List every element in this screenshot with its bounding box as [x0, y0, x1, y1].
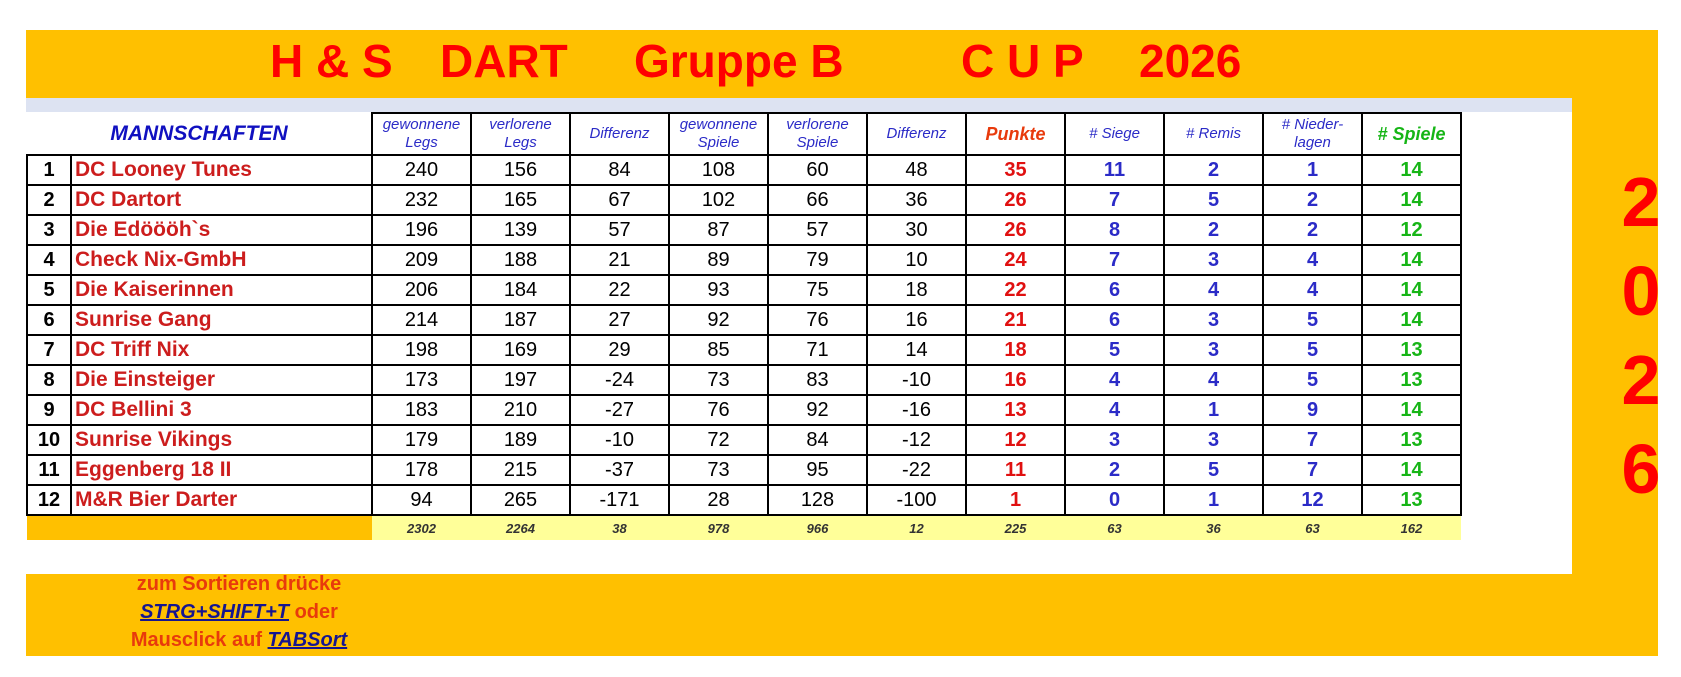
lost-games-cell: 92 [768, 395, 867, 425]
won-games-cell: 89 [669, 245, 768, 275]
rank-cell: 11 [27, 455, 71, 485]
title-part-hs: H & S [270, 35, 393, 87]
draws-cell: 2 [1164, 215, 1263, 245]
losses-cell: 2 [1263, 215, 1362, 245]
team-cell: Check Nix-GmbH [71, 245, 372, 275]
points-cell: 26 [966, 215, 1065, 245]
lost-games-cell: 128 [768, 485, 867, 515]
lost-games-cell: 79 [768, 245, 867, 275]
header-teams: MANNSCHAFTEN [110, 121, 288, 145]
wins-cell: 6 [1065, 275, 1164, 305]
total-points: 225 [966, 515, 1065, 540]
page-title [26, 30, 1658, 98]
shortcut-link[interactable]: STRG+SHIFT+T [140, 601, 289, 623]
wins-cell: 3 [1065, 425, 1164, 455]
games-cell: 14 [1362, 395, 1461, 425]
diff-legs-cell: 21 [570, 245, 669, 275]
diff-legs-cell: 57 [570, 215, 669, 245]
year-digit: 2 [1621, 341, 1661, 419]
won-games-cell: 28 [669, 485, 768, 515]
won-legs-cell: 232 [372, 185, 471, 215]
draws-cell: 3 [1164, 425, 1263, 455]
wins-cell: 4 [1065, 395, 1164, 425]
rank-cell: 4 [27, 245, 71, 275]
table-row [27, 245, 1461, 275]
points-cell: 26 [966, 185, 1065, 215]
games-cell: 14 [1362, 185, 1461, 215]
draws-cell: 4 [1164, 275, 1263, 305]
lost-games-cell: 75 [768, 275, 867, 305]
total-draws: 36 [1164, 515, 1263, 540]
table-row [27, 365, 1461, 395]
rank-cell: 8 [27, 365, 71, 395]
diff-legs-cell: -171 [570, 485, 669, 515]
games-cell: 14 [1362, 305, 1461, 335]
year-digit: 2 [1621, 163, 1661, 241]
losses-cell: 1 [1263, 155, 1362, 185]
points-cell: 24 [966, 245, 1065, 275]
diff-games-cell: -22 [867, 455, 966, 485]
lost-games-cell: 66 [768, 185, 867, 215]
totals-row [27, 515, 1461, 540]
wins-cell: 6 [1065, 305, 1164, 335]
losses-cell: 5 [1263, 305, 1362, 335]
won-games-cell: 87 [669, 215, 768, 245]
diff-games-cell: 16 [867, 305, 966, 335]
draws-cell: 3 [1164, 335, 1263, 365]
won-legs-cell: 240 [372, 155, 471, 185]
won-legs-cell: 179 [372, 425, 471, 455]
lost-games-cell: 60 [768, 155, 867, 185]
lost-legs-cell: 210 [471, 395, 570, 425]
diff-games-cell: -12 [867, 425, 966, 455]
won-games-cell: 85 [669, 335, 768, 365]
diff-games-cell: -100 [867, 485, 966, 515]
rank-cell: 2 [27, 185, 71, 215]
header-won-legs: gewonnene Legs [372, 113, 471, 155]
wins-cell: 8 [1065, 215, 1164, 245]
games-cell: 14 [1362, 155, 1461, 185]
table-row [27, 485, 1461, 515]
table-row [27, 215, 1461, 245]
title-part-gruppe: Gruppe B [634, 35, 844, 87]
header-lost-games: verlorene Spiele [768, 113, 867, 155]
header-lost-legs: verlorene Legs [471, 113, 570, 155]
won-legs-cell: 183 [372, 395, 471, 425]
losses-cell: 5 [1263, 365, 1362, 395]
points-cell: 18 [966, 335, 1065, 365]
wins-cell: 7 [1065, 185, 1164, 215]
losses-cell: 2 [1263, 185, 1362, 215]
wins-cell: 11 [1065, 155, 1164, 185]
team-cell: DC Bellini 3 [71, 395, 372, 425]
games-cell: 13 [1362, 335, 1461, 365]
diff-legs-cell: -27 [570, 395, 669, 425]
losses-cell: 9 [1263, 395, 1362, 425]
diff-games-cell: 18 [867, 275, 966, 305]
or-text: oder [294, 601, 338, 623]
table-row [27, 275, 1461, 305]
standings-table [26, 112, 1462, 540]
table-row [27, 425, 1461, 455]
points-cell: 22 [966, 275, 1065, 305]
diff-games-cell: 36 [867, 185, 966, 215]
total-games: 162 [1362, 515, 1461, 540]
title-part-cup: C U P [961, 35, 1084, 87]
rank-cell: 3 [27, 215, 71, 245]
games-cell: 13 [1362, 425, 1461, 455]
year-vertical [1616, 158, 1666, 514]
header-games: # Spiele [1362, 113, 1461, 155]
won-games-cell: 102 [669, 185, 768, 215]
diff-legs-cell: 29 [570, 335, 669, 365]
draws-cell: 5 [1164, 455, 1263, 485]
table-row [27, 395, 1461, 425]
losses-cell: 7 [1263, 425, 1362, 455]
total-wins: 63 [1065, 515, 1164, 540]
games-cell: 13 [1362, 485, 1461, 515]
wins-cell: 2 [1065, 455, 1164, 485]
losses-cell: 12 [1263, 485, 1362, 515]
won-legs-cell: 198 [372, 335, 471, 365]
lost-legs-cell: 139 [471, 215, 570, 245]
lost-games-cell: 57 [768, 215, 867, 245]
lost-legs-cell: 189 [471, 425, 570, 455]
wins-cell: 0 [1065, 485, 1164, 515]
games-cell: 13 [1362, 365, 1461, 395]
won-legs-cell: 94 [372, 485, 471, 515]
won-games-cell: 93 [669, 275, 768, 305]
diff-legs-cell: 67 [570, 185, 669, 215]
diff-games-cell: -16 [867, 395, 966, 425]
rank-cell: 9 [27, 395, 71, 425]
losses-cell: 4 [1263, 245, 1362, 275]
table-row [27, 305, 1461, 335]
team-cell: DC Dartort [71, 185, 372, 215]
lost-legs-cell: 215 [471, 455, 570, 485]
header-losses: # Nieder- lagen [1263, 113, 1362, 155]
points-cell: 11 [966, 455, 1065, 485]
header-row [27, 113, 1461, 155]
team-cell: M&R Bier Darter [71, 485, 372, 515]
diff-games-cell: 10 [867, 245, 966, 275]
wins-cell: 5 [1065, 335, 1164, 365]
team-cell: Die Edöööh`s [71, 215, 372, 245]
rank-cell: 1 [27, 155, 71, 185]
diff-legs-cell: 84 [570, 155, 669, 185]
games-cell: 14 [1362, 245, 1461, 275]
won-games-cell: 73 [669, 455, 768, 485]
page-frame [26, 30, 1661, 656]
draws-cell: 2 [1164, 155, 1263, 185]
diff-legs-cell: 27 [570, 305, 669, 335]
team-cell: Sunrise Gang [71, 305, 372, 335]
total-lost-games: 966 [768, 515, 867, 540]
team-cell: Die Einsteiger [71, 365, 372, 395]
won-games-cell: 72 [669, 425, 768, 455]
rank-cell: 10 [27, 425, 71, 455]
year-digit: 6 [1621, 430, 1661, 508]
tabsort-link[interactable]: TABSort [267, 629, 348, 651]
lost-games-cell: 84 [768, 425, 867, 455]
total-diff-legs: 38 [570, 515, 669, 540]
table-row [27, 155, 1461, 185]
points-cell: 13 [966, 395, 1065, 425]
won-games-cell: 108 [669, 155, 768, 185]
diff-games-cell: 30 [867, 215, 966, 245]
diff-legs-cell: -24 [570, 365, 669, 395]
diff-games-cell: -10 [867, 365, 966, 395]
draws-cell: 3 [1164, 245, 1263, 275]
diff-legs-cell: -10 [570, 425, 669, 455]
won-legs-cell: 206 [372, 275, 471, 305]
diff-games-cell: 48 [867, 155, 966, 185]
year-digit: 0 [1621, 252, 1661, 330]
lost-games-cell: 71 [768, 335, 867, 365]
points-cell: 21 [966, 305, 1065, 335]
points-cell: 16 [966, 365, 1065, 395]
won-legs-cell: 209 [372, 245, 471, 275]
draws-cell: 1 [1164, 485, 1263, 515]
draws-cell: 5 [1164, 185, 1263, 215]
losses-cell: 4 [1263, 275, 1362, 305]
total-won-games: 978 [669, 515, 768, 540]
rank-cell: 6 [27, 305, 71, 335]
games-cell: 14 [1362, 455, 1461, 485]
lost-legs-cell: 156 [471, 155, 570, 185]
lost-games-cell: 83 [768, 365, 867, 395]
team-cell: DC Triff Nix [71, 335, 372, 365]
lost-legs-cell: 165 [471, 185, 570, 215]
won-legs-cell: 214 [372, 305, 471, 335]
points-cell: 1 [966, 485, 1065, 515]
table-area [26, 98, 1572, 574]
losses-cell: 7 [1263, 455, 1362, 485]
header-won-games: gewonnene Spiele [669, 113, 768, 155]
diff-legs-cell: -37 [570, 455, 669, 485]
total-losses: 63 [1263, 515, 1362, 540]
won-games-cell: 73 [669, 365, 768, 395]
wins-cell: 4 [1065, 365, 1164, 395]
games-cell: 14 [1362, 275, 1461, 305]
totals-blank [27, 515, 372, 540]
lost-legs-cell: 265 [471, 485, 570, 515]
table-row [27, 185, 1461, 215]
sort-hint-line3 [104, 629, 374, 652]
rank-cell: 7 [27, 335, 71, 365]
points-cell: 12 [966, 425, 1065, 455]
mouseclick-text: Mausclick auf [130, 629, 262, 651]
table-row [27, 335, 1461, 365]
rank-cell: 12 [27, 485, 71, 515]
header-diff-legs: Differenz [570, 113, 669, 155]
won-legs-cell: 173 [372, 365, 471, 395]
won-legs-cell: 196 [372, 215, 471, 245]
title-part-year: 2026 [1139, 35, 1242, 87]
team-cell: Die Kaiserinnen [71, 275, 372, 305]
team-cell: Sunrise Vikings [71, 425, 372, 455]
lost-legs-cell: 188 [471, 245, 570, 275]
header-points: Punkte [966, 113, 1065, 155]
wins-cell: 7 [1065, 245, 1164, 275]
lost-legs-cell: 187 [471, 305, 570, 335]
header-diff-games: Differenz [867, 113, 966, 155]
rank-cell: 5 [27, 275, 71, 305]
points-cell: 35 [966, 155, 1065, 185]
draws-cell: 3 [1164, 305, 1263, 335]
sort-hint-line1: zum Sortieren drücke [136, 573, 342, 595]
header-strip [26, 98, 1572, 112]
team-cell: DC Looney Tunes [71, 155, 372, 185]
won-games-cell: 92 [669, 305, 768, 335]
table-row [27, 455, 1461, 485]
lost-legs-cell: 169 [471, 335, 570, 365]
diff-games-cell: 14 [867, 335, 966, 365]
total-won-legs: 2302 [372, 515, 471, 540]
losses-cell: 5 [1263, 335, 1362, 365]
team-cell: Eggenberg 18 II [71, 455, 372, 485]
lost-legs-cell: 184 [471, 275, 570, 305]
won-games-cell: 76 [669, 395, 768, 425]
sort-hint-line2 [104, 601, 374, 624]
lost-legs-cell: 197 [471, 365, 570, 395]
header-draws: # Remis [1164, 113, 1263, 155]
draws-cell: 4 [1164, 365, 1263, 395]
total-diff-games: 12 [867, 515, 966, 540]
header-wins: # Siege [1065, 113, 1164, 155]
lost-games-cell: 76 [768, 305, 867, 335]
lost-games-cell: 95 [768, 455, 867, 485]
won-legs-cell: 178 [372, 455, 471, 485]
games-cell: 12 [1362, 215, 1461, 245]
title-part-dart: DART [440, 35, 568, 87]
diff-legs-cell: 22 [570, 275, 669, 305]
total-lost-legs: 2264 [471, 515, 570, 540]
draws-cell: 1 [1164, 395, 1263, 425]
